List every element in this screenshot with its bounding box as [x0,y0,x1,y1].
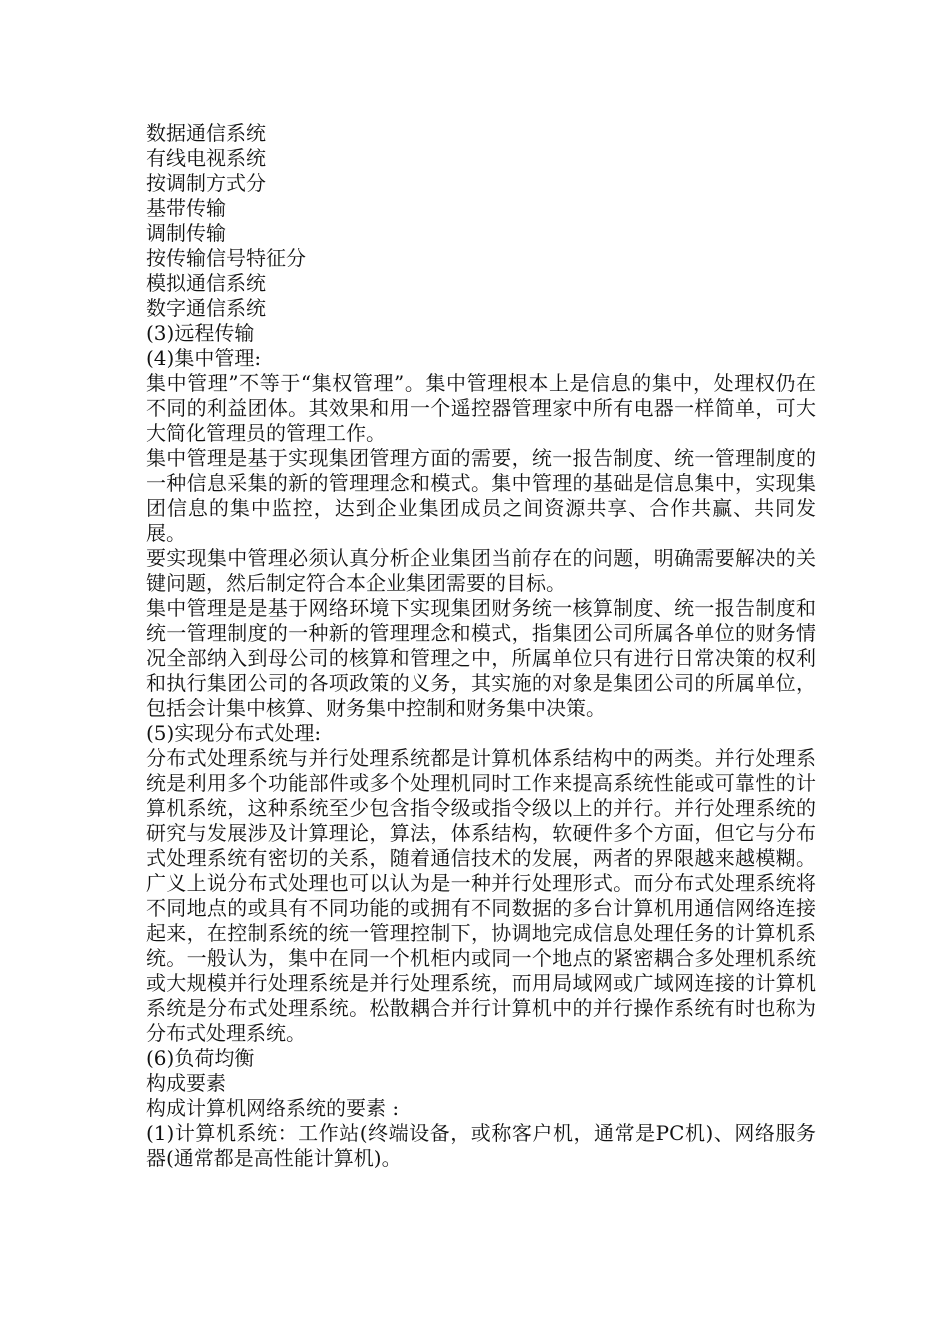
paragraph-centralized-finance: 集中管理是是基于网络环境下实现集团财务统一核算制度、统一报告制度和统一管理制度的一种新的管理理念和模式，指集团公司所属各单位的财务情况全部纳入到母公司的核算和管理之中，所属单位只有进行日常决策的权利和执行集团公司的各项政策的义务，其实施的对象是集团公司的所属单位，包括会计集中核算、财务集中控制和财务集中决策。 [146,596,816,720]
paragraph-computer-system: (1)计算机系统：工作站(终端设备，或称客户机，通常是PC机)、网络服务器(通常都是高性能计算机)。 [146,1121,816,1170]
paragraph-centralized-basis: 集中管理是基于实现集团管理方面的需要，统一报告制度、统一管理制度的一种信息采集的新的管理理念和模式。集中管理的基础是信息集中，实现集团信息的集中监控，达到企业集团成员之间资源共享、合作共赢、共同发展。 [146,446,816,545]
paragraph-distributed-processing: 分布式处理系统与并行处理系统都是计算机体系结构中的两类。并行处理系统是利用多个功能部件或多个处理机同时工作来提高系统性能或可靠性的计算机系统，这种系统至少包含指令级或指令级以上的并行。并行处理系统的研究与发展涉及计算理论，算法，体系结构，软硬件多个方面，但它与分布式处理系统有密切的关系，随着通信技术的发展，两者的界限越来越模糊。广义上说分布式处理也可以认为是一种并行处理形式。而分布式处理系统将不同地点的或具有不同功能的或拥有不同数据的多台计算机用通信网络连接起来，在控制系统的统一管理控制下，协调地完成信息处理任务的计算机系统。一般认为，集中在同一个机柜内或同一个地点的紧密耦合多处理机系统或大规模并行处理系统是并行处理系统，而用局域网或广域网连接的计算机系统是分布式处理系统。松散耦合并行计算机中的并行操作系统有时也称为分布式处理系统。 [146,746,816,1045]
heading-centralized-management: (4)集中管理: [146,346,262,370]
heading-distributed-processing: (5)实现分布式处理: [146,721,322,745]
line-digital-comm: 数字通信系统 [146,296,266,320]
paragraph-centralized-requirements: 要实现集中管理必须认真分析企业集团当前存在的问题，明确需要解决的关键问题，然后制定符合本企业集团需要的目标。 [146,546,816,595]
line-modulated: 调制传输 [146,221,226,245]
line-baseband: 基带传输 [146,196,226,220]
line-components-intro: 构成计算机网络系统的要素 : [146,1096,400,1120]
line-data-comm-system: 数据通信系统 [146,121,266,145]
line-by-modulation: 按调制方式分 [146,171,266,195]
line-analog-comm: 模拟通信系统 [146,271,266,295]
heading-remote-transmission: (3)远程传输 [146,321,255,345]
line-by-signal-feature: 按传输信号特征分 [146,246,306,270]
document-page [146,121,816,1171]
heading-components: 构成要素 [146,1071,226,1095]
heading-load-balancing: (6)负荷均衡 [146,1046,255,1070]
line-cable-tv-system: 有线电视系统 [146,146,266,170]
paragraph-centralized-vs-authority: 集中管理”不等于“集权管理”。集中管理根本上是信息的集中，处理权仍在不同的利益团体。其效果和用一个遥控器管理家中所有电器一样简单，可大大简化管理员的管理工作。 [146,371,816,445]
